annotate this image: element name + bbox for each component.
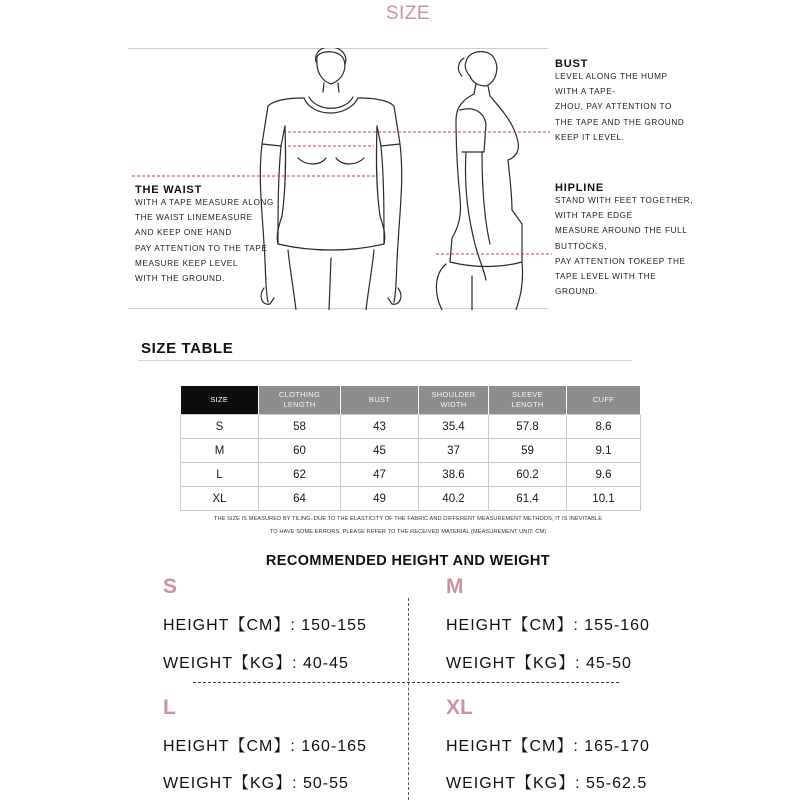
size-table [180,386,641,511]
size-table-title: SIZE TABLE [141,340,234,357]
front-figure [260,48,401,310]
page-title: SIZE [385,3,431,24]
table-cell: 59 [489,439,567,463]
table-cell: M [181,439,259,463]
table-cell: 8.6 [567,415,641,439]
size-table-header-row [181,386,641,415]
waist-line-text: MEASURE KEEP LEVEL [135,258,239,268]
hipline-line-text: GROUND. [555,287,598,297]
header-text: SLEEVE LENGTH [511,390,544,409]
table-cell: 60.2 [489,463,567,487]
bust-line-text: THE TAPE AND THE GROUND [555,117,685,127]
size-note-line-1: THE SIZE IS MEASURED BY TILING. DUE TO THE ELASTICITY OF THE FABRIC AND DIFFERENT MEASUREMENT METHODS, IT IS INEVITABLE [213,516,603,522]
table-cell: 37 [419,439,489,463]
recommended-vertical-divider [408,598,409,800]
bust-line-text: LEVEL ALONG THE HUMP [555,72,668,81]
table-cell: 64 [259,487,341,511]
size-table-rule [138,360,632,361]
table-cell: 61.4 [489,487,567,511]
weight-xl: WEIGHT【KG】: 55-62.5 [446,775,648,792]
hipline-line-text: BUTTOCKS, [555,241,608,251]
size-label-s: S [163,575,178,598]
hipline-instructions [555,193,693,299]
recommended-title: RECOMMENDED HEIGHT AND WEIGHT [265,553,551,569]
table-cell: 35.4 [419,415,489,439]
header-text: SHOULDER WIDTH [431,390,476,409]
header-shoulder-width [419,386,489,415]
table-cell: L [181,463,259,487]
size-label-m: M [446,575,464,598]
table-row [181,439,641,463]
table-cell: 58 [259,415,341,439]
table-row [181,463,641,487]
size-label-xl: XL [446,696,473,719]
hipline-line-text: PAY ATTENTION TOKEEP THE [555,256,686,266]
hipline-line-text: WITH TAPE EDGE [555,211,633,221]
waist-instructions [135,195,274,286]
height-xl: HEIGHT【CM】: 165-170 [446,738,650,755]
table-cell: 43 [341,415,419,439]
height-m: HEIGHT【CM】: 155-160 [446,617,650,634]
header-bust: BUST [341,386,419,415]
bust-line-text: KEEP IT LEVEL. [555,132,625,142]
table-row [181,415,641,439]
waist-line-text: AND KEEP ONE HAND [135,228,232,238]
height-l: HEIGHT【CM】: 160-165 [163,738,367,755]
hipline-line-text: STAND WITH FEET TOGETHER, [555,196,694,205]
bust-instructions [555,69,684,145]
table-cell: 60 [259,439,341,463]
waist-line-text: PAY ATTENTION TO THE TAPE [135,243,268,253]
header-text: CLOTHING LENGTH [278,390,321,409]
table-cell: S [181,415,259,439]
header-cuff: CUFF [567,386,641,415]
table-cell: 10.1 [567,487,641,511]
weight-m: WEIGHT【KG】: 45-50 [446,655,632,672]
hipline-heading: HIPLINE [555,182,604,194]
table-cell: 62 [259,463,341,487]
bust-line-text: ZHOU, PAY ATTENTION TO [555,102,672,112]
weight-s: WEIGHT【KG】: 40-45 [163,655,349,672]
table-cell: 40.2 [419,487,489,511]
header-sleeve-length [489,386,567,415]
size-label-l: L [163,696,176,719]
recommended-horizontal-divider [193,682,619,683]
table-cell: 49 [341,487,419,511]
bust-heading: BUST [555,58,589,70]
waist-heading: THE WAIST [135,184,203,196]
size-note-line-2: TO HAVE SOME ERRORS. PLEASE REFER TO THE RECEIVED MATERIAL (MEASUREMENT UNIT: CM) [269,529,547,535]
height-s: HEIGHT【CM】: 150-155 [163,617,367,634]
hipline-line-text: TAPE LEVEL WITH THE [555,272,657,282]
side-figure [436,52,522,310]
waist-line-text: WITH A TAPE MEASURE ALONG [135,198,274,207]
table-cell: 47 [341,463,419,487]
table-cell: 38.6 [419,463,489,487]
table-cell: 45 [341,439,419,463]
waist-line-text: THE WAIST LINEMEASURE [135,213,253,223]
table-row [181,487,641,511]
waist-line-text: WITH THE GROUND. [135,274,225,284]
table-cell: 9.6 [567,463,641,487]
header-clothing-length [259,386,341,415]
table-cell: XL [181,487,259,511]
table-cell: 57.8 [489,415,567,439]
hipline-line-text: MEASURE AROUND THE FULL [555,226,688,236]
table-cell: 9.1 [567,439,641,463]
header-size: SIZE [181,386,259,415]
bust-line-text: WITH A TAPE- [555,87,616,97]
weight-l: WEIGHT【KG】: 50-55 [163,775,349,792]
